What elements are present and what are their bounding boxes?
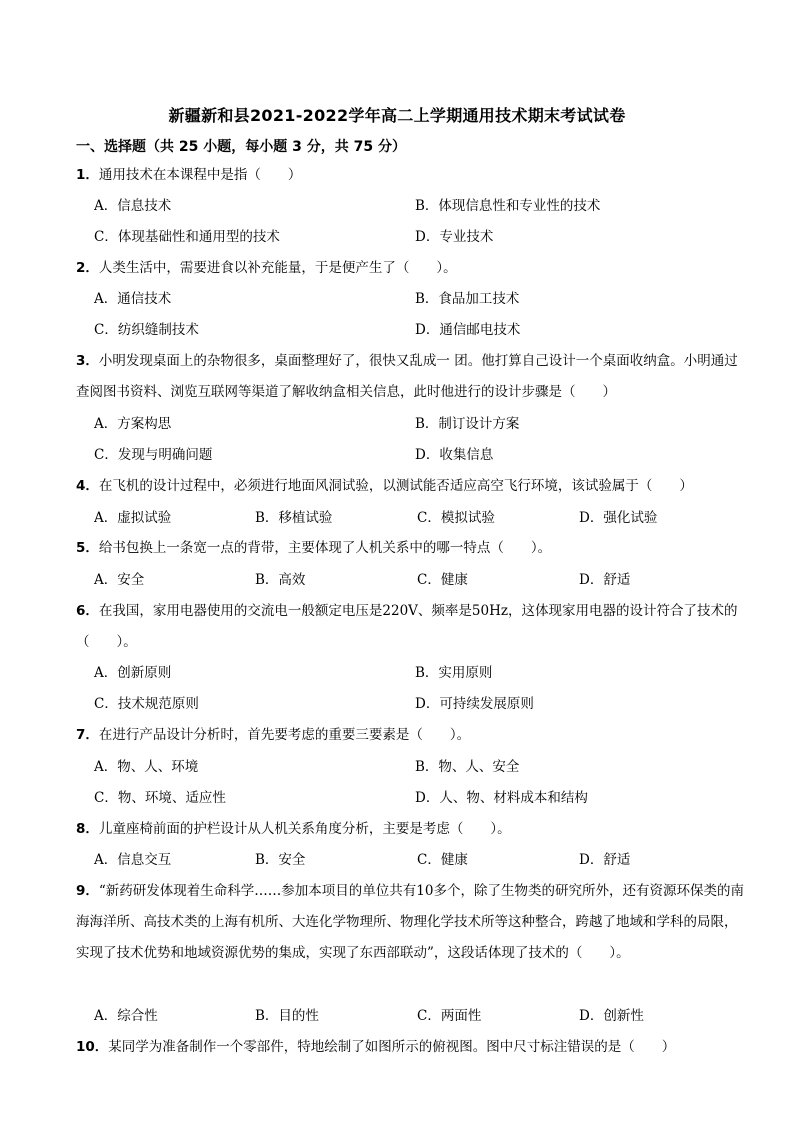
question-10 — [76, 1032, 746, 1063]
question-6 — [76, 596, 746, 658]
question-number: 10． — [76, 1039, 109, 1055]
question-text: “新药研发体现着生命科学……参加本项目的单位共有10多个，除了生物类的研究所外，还有资源环保类的南海海洋所、高技术类的上海有机所、大连化学物理所、物理化学技术所等这种整合，跨越了地域和学科的局限，实现了技术优势和地域资源优势的集成，实现了东西部联动”，这段话体现了技术的（ ）。 — [76, 883, 744, 961]
option-c: C．两面性 — [417, 1008, 482, 1024]
question-number: 1． — [76, 167, 99, 183]
option-b: B．目的性 — [255, 1008, 319, 1024]
question-number: 3． — [76, 353, 99, 369]
option-d: D．舒适 — [579, 572, 631, 588]
option-b: B．物、人、安全 — [415, 759, 520, 775]
question-1 — [76, 160, 746, 191]
option-c: C．技术规范原则 — [94, 696, 199, 712]
question-number: 6． — [76, 603, 99, 619]
option-a: A．方案构思 — [94, 416, 172, 432]
option-c: C．健康 — [417, 852, 468, 868]
question-text: 儿童座椅前面的护栏设计从人机关系角度分析，主要是考虑（ ）。 — [98, 821, 511, 837]
question-number: 2． — [76, 260, 99, 276]
option-a: A．通信技术 — [94, 291, 172, 307]
question-text: 在进行产品设计分析时，首先要考虑的重要三要素是（ ）。 — [98, 727, 471, 743]
option-c: C．物、环境、适应性 — [94, 790, 226, 806]
option-b: B．高效 — [255, 572, 306, 588]
question-number: 9． — [76, 883, 99, 899]
option-d: D．人、物、材料成本和结构 — [415, 790, 588, 806]
option-c: C．模拟试验 — [417, 510, 495, 526]
option-b: B．食品加工技术 — [415, 291, 520, 307]
question-text: 人类生活中，需要进食以补充能量，于是便产生了（ ）。 — [98, 260, 457, 276]
question-text: 在我国，家用电器使用的交流电一般额定电压是220V、频率是50Hz，这体现家用电器的设计符合了技术的（ ）。 — [76, 603, 738, 650]
option-a: A．虚拟试验 — [94, 510, 172, 526]
question-text: 小明发现桌面上的杂物很多，桌面整理好了，很快又乱成一 团。他打算自己设计一个桌面收纳盒。小明通过查阅图书资料、浏览互联网等渠道了解收纳盒相关信息，此时他进行的设计步骤是（ ） — [76, 353, 738, 400]
option-c: C．发现与明确问题 — [94, 447, 213, 463]
option-b: B．制订设计方案 — [415, 416, 520, 432]
option-a: A．创新原则 — [94, 665, 172, 681]
option-d: D．通信邮电技术 — [415, 322, 521, 338]
option-c: C．纺织缝制技术 — [94, 322, 199, 338]
option-d: D．专业技术 — [415, 229, 494, 245]
option-d: D．收集信息 — [415, 447, 494, 463]
option-b: B．安全 — [255, 852, 306, 868]
question-text: 在飞机的设计过程中，必须进行地面风洞试验，以测试能否适应高空飞行环境，该试验属于（ ） — [98, 478, 693, 494]
question-2 — [76, 253, 746, 284]
question-3 — [76, 346, 746, 408]
option-a: A．物、人、环境 — [94, 759, 199, 775]
question-9 — [76, 876, 746, 969]
question-7 — [76, 720, 746, 751]
option-d: D．创新性 — [579, 1008, 644, 1024]
question-number: 5． — [76, 540, 99, 556]
question-number: 7． — [76, 727, 99, 743]
exam-title: 新疆新和县2021-2022学年高二上学期通用技术期末考试试卷 — [168, 106, 626, 125]
option-c: C．健康 — [417, 572, 468, 588]
question-number: 8． — [76, 821, 99, 837]
question-5 — [76, 533, 746, 564]
option-a: A．综合性 — [94, 1008, 158, 1024]
question-4 — [76, 471, 746, 502]
option-b: B．体现信息性和专业性的技术 — [415, 198, 601, 214]
option-a: A．安全 — [94, 572, 145, 588]
question-text: 给书包换上一条宽一点的背带，主要体现了人机关系中的哪一特点（ ）。 — [98, 540, 552, 556]
question-text: 某同学为准备制作一个零部件，特地绘制了如图所示的俯视图。图中尺寸标注错误的是（ ） — [108, 1039, 676, 1055]
question-8 — [76, 814, 746, 845]
option-a: A．信息技术 — [94, 198, 172, 214]
question-number: 4． — [76, 478, 99, 494]
option-d: D．可持续发展原则 — [415, 696, 534, 712]
question-text: 通用技术在本课程中是指（ ） — [98, 167, 302, 183]
section-heading: 一、选择题（共 25 小题，每小题 3 分，共 75 分） — [76, 139, 406, 155]
option-c: C．体现基础性和通用型的技术 — [94, 229, 280, 245]
option-b: B．移植试验 — [255, 510, 333, 526]
option-d: D．舒适 — [579, 852, 631, 868]
option-b: B．实用原则 — [415, 665, 493, 681]
option-d: D．强化试验 — [579, 510, 658, 526]
option-a: A．信息交互 — [94, 852, 172, 868]
